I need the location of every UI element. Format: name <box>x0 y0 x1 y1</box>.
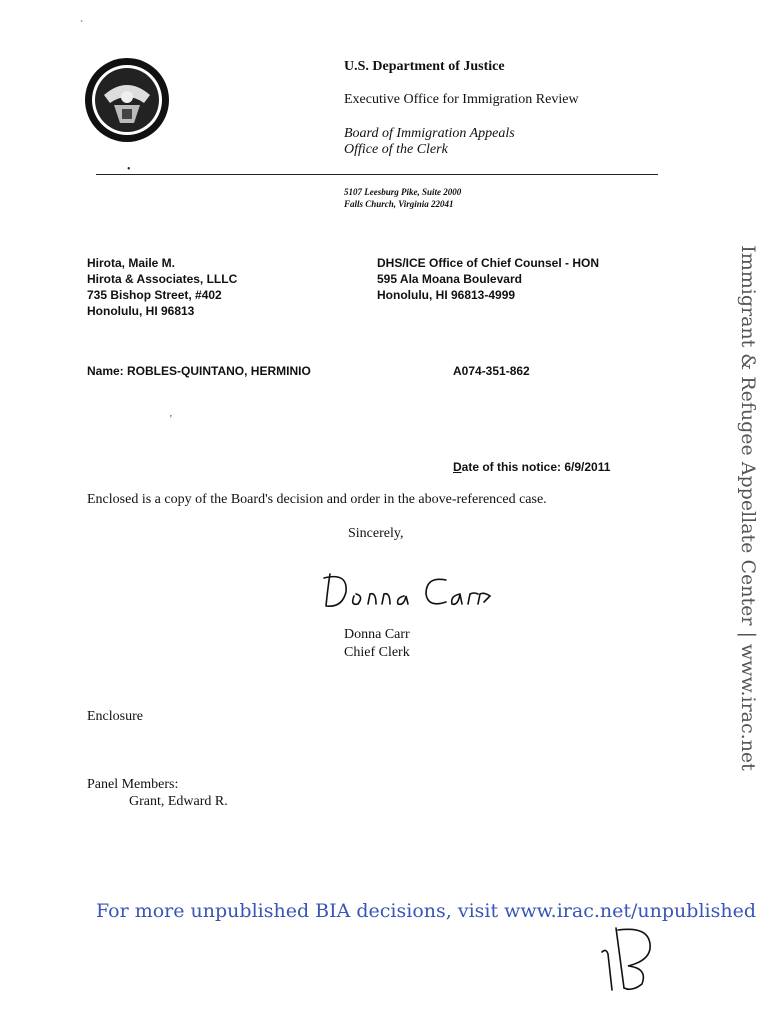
recipient-right-line: DHS/ICE Office of Chief Counsel - HON <box>377 256 600 270</box>
notice-date-initial: D <box>453 460 462 474</box>
recipient-left-address <box>87 255 237 319</box>
header-divider <box>96 174 658 175</box>
signature-icon <box>318 566 498 616</box>
case-a-number: A074-351-862 <box>453 364 530 378</box>
header-street: 5107 Leesburg Pike, Suite 2000 <box>344 187 462 197</box>
enclosure-label: Enclosure <box>87 709 143 724</box>
recipient-left-line: Honolulu, HI 96813 <box>87 304 195 318</box>
panel-members-title: Panel Members: <box>87 777 179 792</box>
recipient-left-line: Hirota & Associates, LLLC <box>87 272 238 286</box>
header-city: Falls Church, Virginia 22041 <box>344 199 454 209</box>
closing: Sincerely, <box>348 526 404 541</box>
side-watermark-text: Immigrant & Refugee Appellate Center | www.irac.net <box>737 245 759 771</box>
header-department: U.S. Department of Justice <box>344 59 505 74</box>
notice-date <box>453 460 610 474</box>
case-name: Name: ROBLES-QUINTANO, HERMINIO <box>87 364 311 378</box>
recipient-right-line: Honolulu, HI 96813-4999 <box>377 288 516 302</box>
header-board: Board of Immigration Appeals <box>344 126 515 141</box>
stray-mark: ' <box>170 414 172 425</box>
panel-member: Grant, Edward R. <box>129 794 228 809</box>
footer-link-text: For more unpublished BIA decisions, visit www.irac.net/unpublished <box>96 900 756 922</box>
signer-block <box>344 626 410 662</box>
stray-mark: ` <box>80 20 84 31</box>
body-paragraph: Enclosed is a copy of the Board's decision and order in the above-referenced case. <box>87 492 547 507</box>
stray-mark: • <box>127 164 131 175</box>
signer-name: Donna Carr <box>344 627 410 642</box>
recipient-left-line: Hirota, Maile M. <box>87 256 176 270</box>
signer-title: Chief Clerk <box>344 645 410 660</box>
header-office: Executive Office for Immigration Review <box>344 92 579 107</box>
recipient-right-address <box>377 255 599 303</box>
recipient-left-line: 735 Bishop Street, #402 <box>87 288 222 302</box>
doj-seal-icon <box>84 57 170 143</box>
notice-date-rest: ate of this notice: 6/9/2011 <box>461 460 611 474</box>
recipient-right-line: 595 Ala Moana Boulevard <box>377 272 522 286</box>
header-clerk-office: Office of the Clerk <box>344 142 448 157</box>
handwritten-initials-icon <box>598 918 658 994</box>
